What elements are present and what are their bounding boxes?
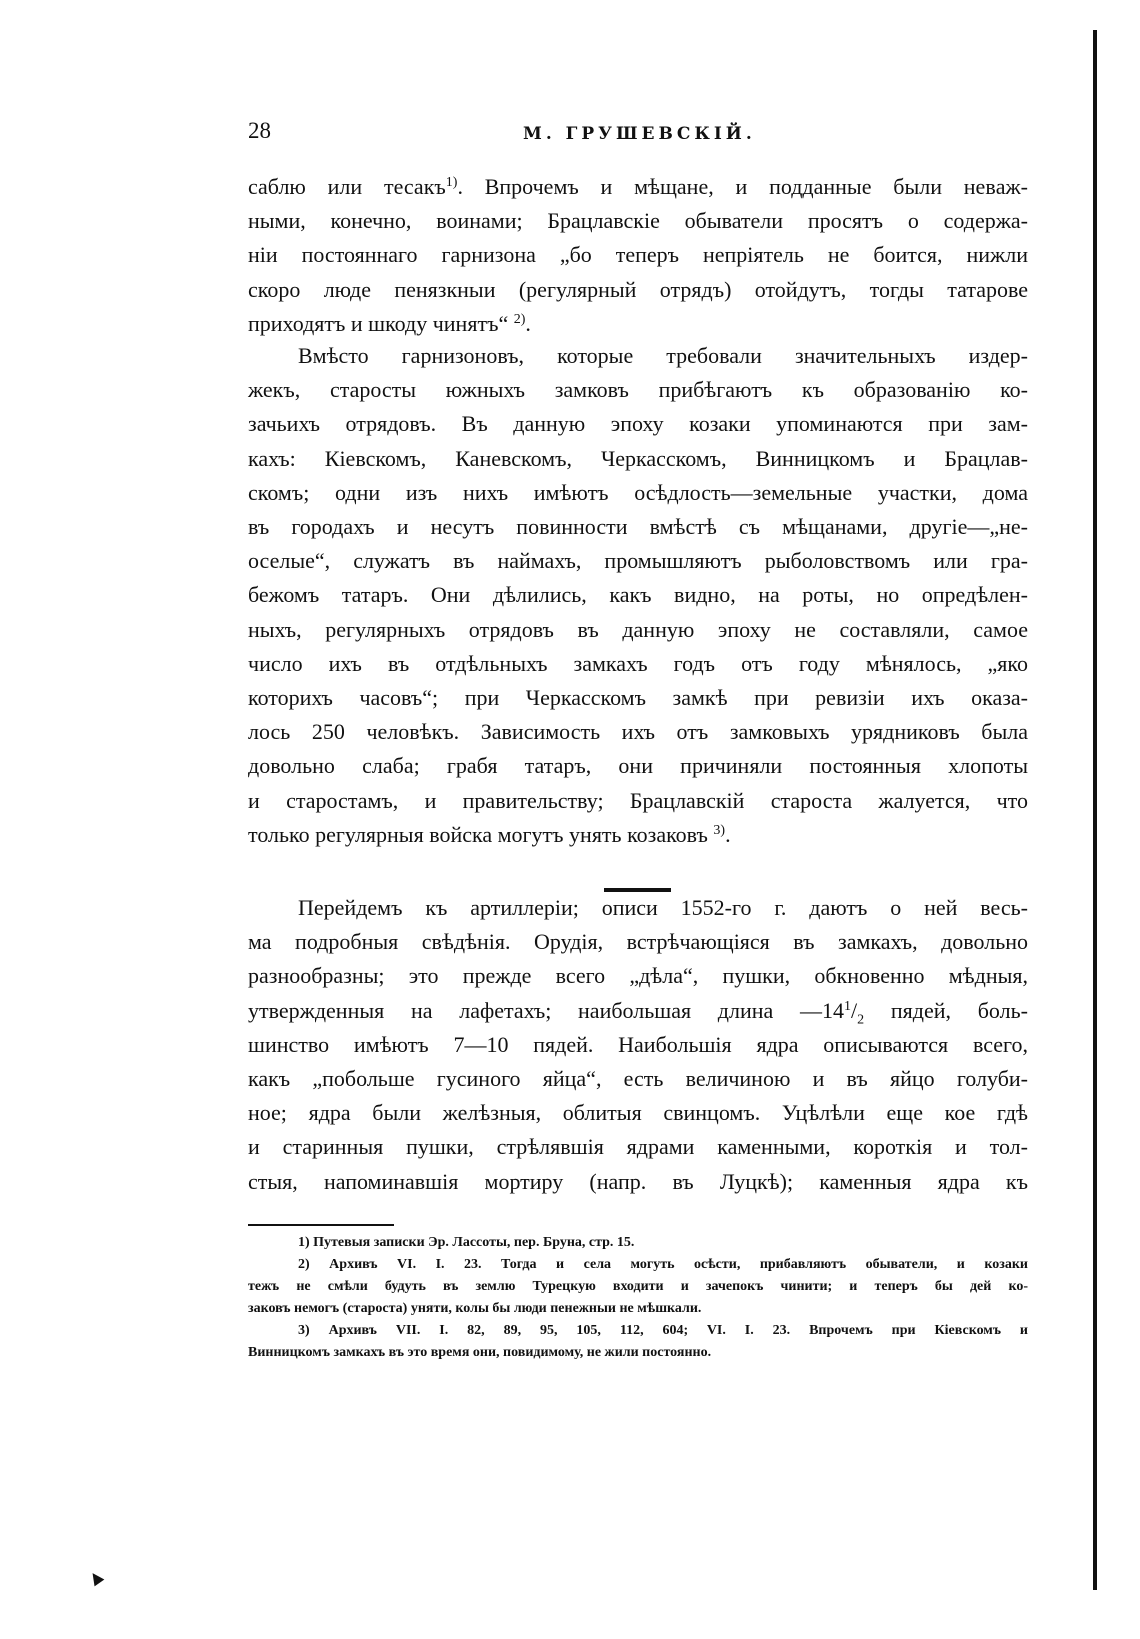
text-line: бежомъ татаръ. Они дѣлились, какъ видно, на роты, но опредѣлен- (248, 582, 1028, 608)
text-line: скомъ; одни изъ нихъ имѣютъ осѣдлость—земельные участки, дома (248, 479, 1028, 505)
footnote-3-line: Винницкомъ замкахъ въ это время они, повидимому, не жили постоянно. (248, 1345, 712, 1360)
footnote-2-line: заковъ немогъ (староста) уняти, колы бы люди пенежныи не мѣшкали. (248, 1301, 702, 1316)
running-head-author: М. ГРУШЕВСКІЙ. (523, 124, 756, 144)
footnote-ref-2[interactable]: 2) (513, 311, 526, 327)
text-line: число ихъ въ отдѣльныхъ замкахъ годъ отъ году мѣнялось, „яко (248, 650, 1028, 676)
text-line: шинство имѣютъ 7—10 пядей. Наибольшія ядра описываются всего, (248, 1031, 1028, 1057)
paragraph-2 (248, 339, 1028, 852)
text-line: какъ „побольше гусиного яйца“, есть величиною и въ яйцо голуби- (248, 1066, 1028, 1092)
footnote-2: 2) Архивъ VI. I. 23. Тогда и села могуть осѣсти, прибавляютъ обыватели, и козаки (298, 1257, 1028, 1272)
text-line: ными, конечно, воинами; Брацлавскіе обыватели просятъ о содержа- (248, 208, 1028, 234)
paragraph-3 (248, 891, 1028, 1199)
page-header (248, 118, 1028, 154)
text-line: стыя, напоминавшія мортиру (напр. въ Луцкѣ); каменныя ядра къ (248, 1168, 1028, 1194)
text-line: ма подробныя свѣдѣнія. Орудія, встрѣчающіяся въ замкахъ, довольно (248, 929, 1028, 955)
text-line: разнообразны; это прежде всего „дѣла“, пушки, обкновенно мѣдныя, (248, 963, 1028, 989)
text-line: лось 250 человѣкъ. Зависимость ихъ отъ замковыхъ урядниковъ была (248, 719, 1028, 745)
footnote-ref-3[interactable]: 3) (713, 822, 726, 838)
text-line: оселые“, служатъ въ наймахъ, промышляютъ рыболовствомъ или гра- (248, 548, 1028, 574)
text-line: Вмѣсто гарнизоновъ, которые требовали значительныхъ издер- (298, 343, 1028, 368)
footnotes (248, 1232, 1028, 1364)
text-line: и старостамъ, и правительству; Брацлавскій староста жалуется, что (248, 787, 1028, 813)
text-line: довольно слаба; грабя татаръ, они причиняли постоянныя хлопоты (248, 753, 1028, 779)
text-line: утвержденныя на лафетахъ; наибольшая длина $—14^1/_2$ пядей, боль- (248, 997, 1028, 1027)
text-line: скоро люде пенязкныи (регулярный отрядъ) отойдутъ, тогды татарове (248, 276, 1028, 302)
text-line: и старинныя пушки, стрѣлявшія ядрами каменными, короткія и тол- (248, 1134, 1028, 1160)
text-line: саблю или тесакъ$^{1)}$. Впрочемъ и мѣщане, и подданные были невaж- (248, 174, 1028, 199)
text-line: ныхъ, регулярныхъ отрядовъ въ данную эпоху не составляли, самое (248, 616, 1028, 642)
footnote-1: 1) Путевыя записки Эр. Лассоты, пер. Бруна, стр. 15. (298, 1235, 635, 1250)
text-line: зачьихъ отрядовъ. Въ данную эпоху козаки упоминаются при зам- (248, 411, 1028, 437)
page-number: 28 (248, 118, 271, 143)
page-edge-line (1093, 30, 1097, 1590)
text-line: приходятъ и шкоду чинятъ“ $^{2)}$. (248, 310, 531, 336)
text-line: Перейдемъ къ артиллеріи; описи 1552-го г. даютъ о ней весь- (298, 895, 1028, 920)
paragraph-1 (248, 170, 1028, 341)
text-line: въ городахъ и несутъ повинности вмѣстѣ съ мѣщанами, другіе—„не- (248, 514, 1028, 540)
corner-arrow-mark (88, 1570, 105, 1587)
footnote-separator (248, 1224, 394, 1226)
footnote-ref-1[interactable]: 1) (445, 175, 458, 190)
text-line: ніи постояннаго гарнизона „бо теперъ непріятель не боится, нижли (248, 242, 1028, 268)
text-line: кахъ: Кіевскомъ, Каневскомъ, Черкасскомъ, Винницкомъ и Брацлав- (248, 445, 1028, 471)
text-line: жекъ, старосты южныхъ замковъ прибѣгаютъ къ образованію ко- (248, 377, 1028, 403)
text-line: ное; ядра были желѣзныя, облитыя свинцомъ. Уцѣлѣли еще кое гдѣ (248, 1100, 1028, 1126)
text-line: только регулярныя войска могутъ унять козаковъ $^{3)}$. (248, 821, 731, 847)
footnote-2-line: тежъ не смѣли будуть въ землю Турецкую входити и зачепокъ чинити; и теперъ бы дей ко- (248, 1279, 1028, 1294)
text-line: которихъ часовъ“; при Черкасскомъ замкѣ при ревизіи ихъ оказа- (248, 685, 1028, 711)
footnote-3: 3) Архивъ VII. I. 82, 89, 95, 105, 112, 604; VI. I. 23. Впрочемъ при Кіевскомъ и (298, 1323, 1028, 1338)
